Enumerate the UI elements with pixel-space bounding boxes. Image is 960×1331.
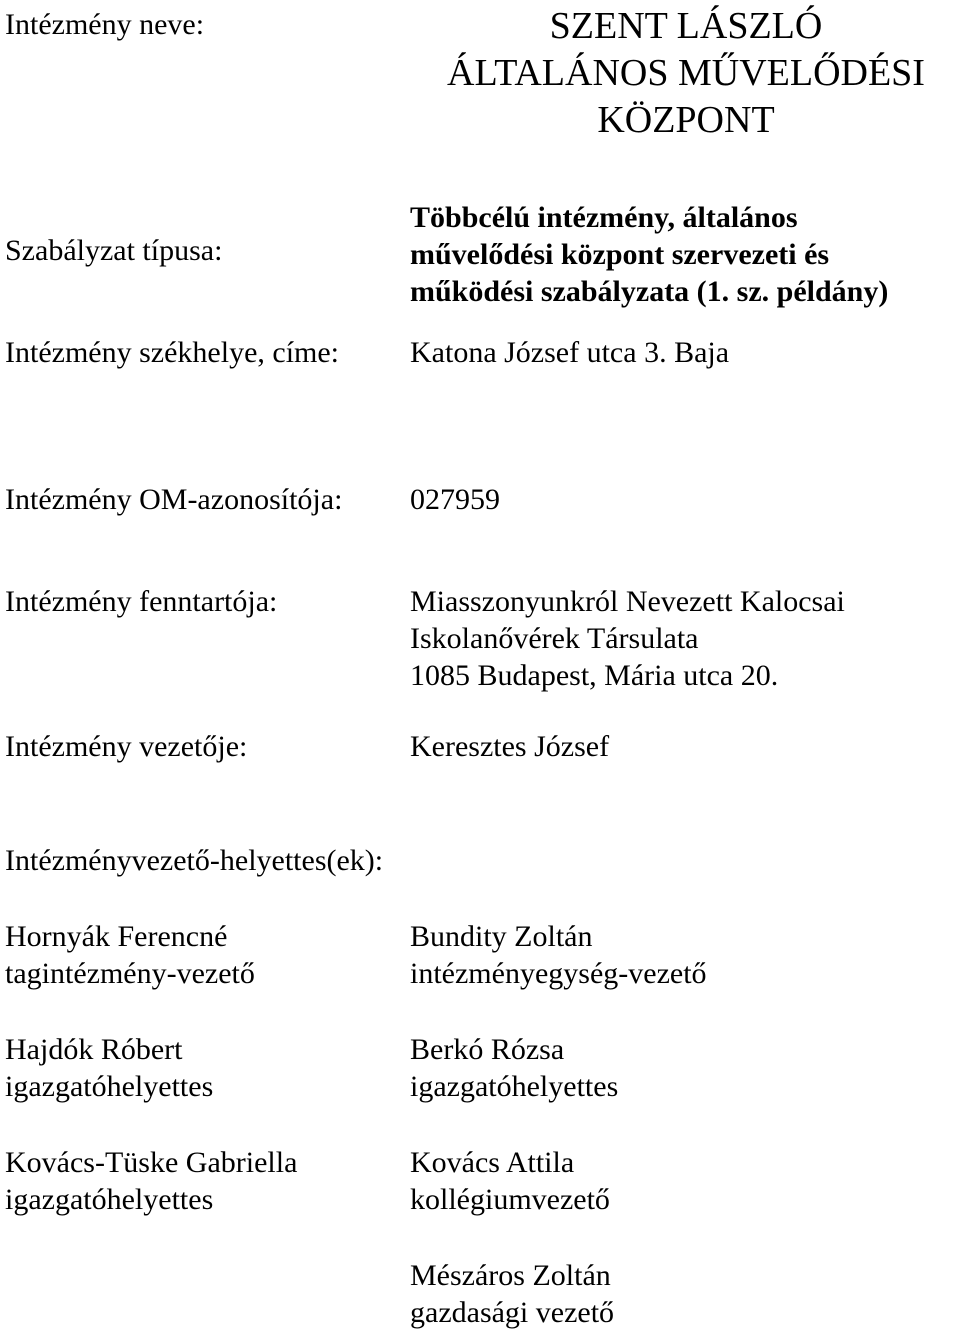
maintainer-value [410, 583, 845, 694]
om-id-label: Intézmény OM-azonosítója: [5, 483, 343, 516]
institution-name-line-2: ÁLTALÁNOS MŰVELŐDÉSI [447, 52, 925, 94]
deputy-name: Kovács Attila [410, 1146, 575, 1179]
deputy-name: Mészáros Zoltán [410, 1259, 611, 1292]
institution-name-line-3: KÖZPONT [597, 99, 775, 141]
deputy-role: gazdasági vezető [410, 1296, 615, 1329]
deputy-role: igazgatóhelyettes [5, 1183, 214, 1216]
deputy-name: Bundity Zoltán [410, 920, 593, 953]
om-id-value: 027959 [410, 483, 500, 516]
regulation-type-label: Szabályzat típusa: [5, 234, 223, 267]
deputies-heading: Intézményvezető-helyettes(ek): [5, 844, 384, 877]
institution-name-label: Intézmény neve: [5, 8, 205, 41]
deputy-role: kollégiumvezető [410, 1183, 610, 1216]
deputy-left-1 [5, 918, 255, 992]
deputy-name: Hajdók Róbert [5, 1033, 183, 1066]
deputy-role: tagintézmény-vezető [5, 957, 255, 990]
maintainer-label: Intézmény fenntartója: [5, 585, 278, 618]
deputy-right-3 [410, 1144, 610, 1218]
maintainer-line-3: 1085 Budapest, Mária utca 20. [410, 659, 779, 692]
regulation-type-line-3: működési szabályzata (1. sz. példány) [410, 275, 889, 308]
deputy-name: Berkó Rózsa [410, 1033, 565, 1066]
deputy-right-2 [410, 1031, 618, 1105]
regulation-type-value [410, 199, 888, 310]
deputy-right-4 [410, 1257, 614, 1331]
deputy-role: intézményegység-vezető [410, 957, 707, 990]
address-value: Katona József utca 3. Baja [410, 336, 730, 369]
regulation-type-line-2: művelődési központ szervezeti és [410, 238, 830, 271]
deputy-right-1 [410, 918, 707, 992]
address-label: Intézmény székhelye, címe: [5, 336, 340, 369]
director-value: Keresztes József [410, 730, 610, 763]
deputy-role: igazgatóhelyettes [5, 1070, 214, 1103]
regulation-type-line-1: Többcélú intézmény, általános [410, 201, 798, 234]
deputy-left-3 [5, 1144, 297, 1218]
institution-name-line-1: SZENT LÁSZLÓ [549, 5, 823, 47]
deputy-role: igazgatóhelyettes [410, 1070, 619, 1103]
deputy-name: Kovács-Tüske Gabriella [5, 1146, 298, 1179]
maintainer-line-1: Miasszonyunkról Nevezett Kalocsai [410, 585, 845, 618]
director-label: Intézmény vezetője: [5, 730, 248, 763]
deputy-left-2 [5, 1031, 213, 1105]
maintainer-line-2: Iskolanővérek Társulata [410, 622, 699, 655]
institution-name-value [408, 3, 960, 144]
deputy-name: Hornyák Ferencné [5, 920, 228, 953]
